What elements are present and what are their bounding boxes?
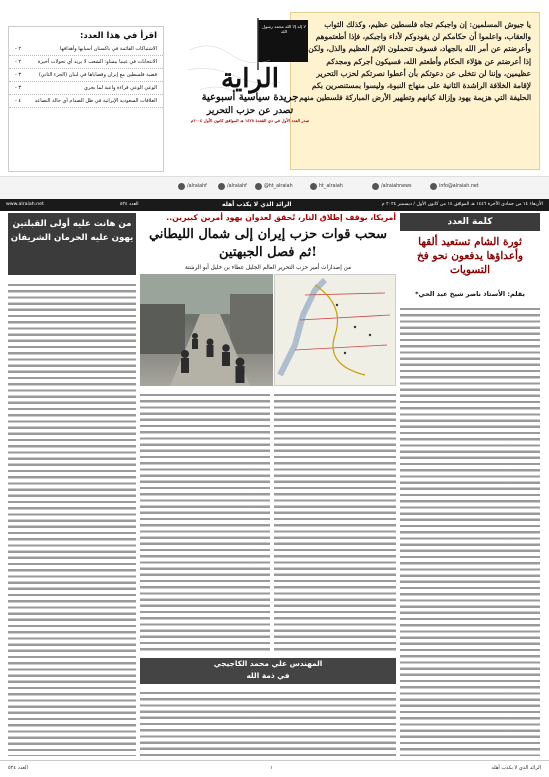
page-footer [0, 760, 549, 777]
email-icon [430, 183, 437, 190]
header-quote-box [290, 12, 540, 170]
obituary-body [140, 688, 396, 756]
footer-page-number: ١ [270, 765, 273, 771]
center-column-left-text [140, 390, 270, 654]
footer-motto: الرائد الذي لا يكذب أهله [491, 765, 541, 771]
editorial-title: ثورة الشام تستعيد ألقها وأعداؤها يدفعون نحو فخ التسويات [416, 236, 524, 276]
email-link[interactable]: info@alraiah.net [430, 183, 479, 190]
logo-block [190, 64, 310, 124]
contents-heading: اقرأ في هذا العدد: [79, 31, 157, 41]
at-icon [255, 183, 262, 190]
telegram-link[interactable]: /alraiahnews [372, 183, 412, 190]
editorial-label: كلمة العدد [400, 213, 540, 231]
publisher-line: تصدر عن حزب التحرير [206, 106, 294, 116]
obituary-name: المهندس علي محمد الكاجيجي [213, 659, 323, 668]
lead-headline-line2: ثم فصل الجبهتين! [219, 245, 317, 260]
lead-photo [140, 274, 273, 386]
telegram-icon [372, 183, 379, 190]
left-article-title: من هانت عليه أولى القبلتين يهون عليه الحرمان الشريفان [8, 213, 136, 275]
obituary-subtitle: في ذمة الله [246, 671, 290, 680]
contents-item[interactable]: الانتخابات في غينيا بيساو: الشعب لا يريد أي تحولات أخيرة - ٢ [9, 56, 163, 69]
editorial-body [400, 304, 540, 756]
contents-item[interactable]: العلاقات السعودية الإيرانية في ظل الصدام أي حالة التصاعد - ٤ [9, 95, 163, 108]
dateline-website[interactable]: www.alraiah.net [6, 202, 44, 207]
lead-byline: من إصدارات أمير حزب التحرير العالم الجليل عطاء بن خليل أبو الرشتة [184, 265, 352, 271]
left-article-body [8, 280, 136, 756]
dateline-issue: العدد ٥٢٤ [120, 202, 139, 207]
facebook-icon [218, 183, 225, 190]
dateline-bar [0, 199, 549, 211]
contents-box [8, 26, 164, 172]
footer-issue: العدد ٥٢٤ [8, 765, 28, 771]
contents-item[interactable]: قضية فلسطين مع إيران وقضاياها في لبنان (الجزء الثاني) - ٣ [9, 69, 163, 82]
social-bar [0, 176, 549, 199]
street-photo-image [140, 274, 273, 386]
dateline-date: الأربعاء ١٤ من جمادى الآخرة ١٤٤٦ هـ الموافق ١٤ من كانون الأول / ديسمبر ٢٠٢٤ م [381, 202, 543, 207]
lead-map [274, 274, 396, 386]
contents-item[interactable]: الوعي الوعي قراءة واعية لما يجري - ٣ [9, 82, 163, 95]
lead-headline-line1: سحب قوات حزب إيران إلى شمال الليطاني [148, 227, 388, 242]
twitter-handle-link[interactable]: @ht_alraiah [255, 183, 293, 190]
dateline-motto: الرائد الذي لا يكذب أهله [222, 201, 292, 208]
contents-item[interactable]: الاشتباكات القائمة في باكستان أسبابها وأهدافها - ٢ [9, 43, 163, 56]
instagram-icon [178, 183, 185, 190]
issue-note: صدر العدد الأول في ذي القعدة ١٤٢٥ هـ الموافق كانون الأول ٢٠٠٤م [190, 118, 310, 123]
twitter-link[interactable]: ht_alraiah [310, 183, 343, 190]
lead-kicker: أمريكا، بوقف إطلاق النار، تُحقق لعدوان يهود أمرين كبيرين.. [166, 213, 396, 222]
map-image [275, 275, 395, 385]
editorial-author: بقلم: الأستاذ ناصر شيخ عبد الحي* [415, 290, 525, 298]
lead-headline [140, 226, 396, 262]
flag-text: لا إله إلا الله محمد رسول الله [262, 24, 306, 34]
header-quote: يا جيوش المسلمين: إن واجبكم تجاه فلسطين عظيم، وكذلك الثواب والعقاب، واعلموا أن حكامكم لن يقودوكم لأداء واجبكم، فإذا أطعتموهم وأعرضتم عن أمر الله بالجهاد، فسوف تتحملون الإثم العظيم والذل، ولكن إذا أعرضتم عن هؤلاء الحكام وأطعتم الله، فسيكون أجركم ومجدكم عظيمين، وإننا لن نتخلى عن دعوتكم بأن أعطوا نصرتكم لحزب التحرير لإقامة الخلافة الراشدة الثانية على منهاج النبوة، وليسوا بمستنصرين بكم الحليفة التي هزيمة يهود وإزالة كيانهم وتطهير الأرض المباركة فلسطين منهم [299, 20, 531, 103]
facebook-link[interactable]: /alraiahf [218, 183, 247, 190]
center-column-right-text [274, 390, 396, 654]
logo-subtitle: جريدة سياسية أسبوعية [201, 92, 299, 103]
obituary-banner [140, 658, 396, 684]
twitter-icon [310, 183, 317, 190]
instagram-link[interactable]: /alraiahf [178, 183, 207, 190]
logo-title: الراية [221, 64, 279, 94]
